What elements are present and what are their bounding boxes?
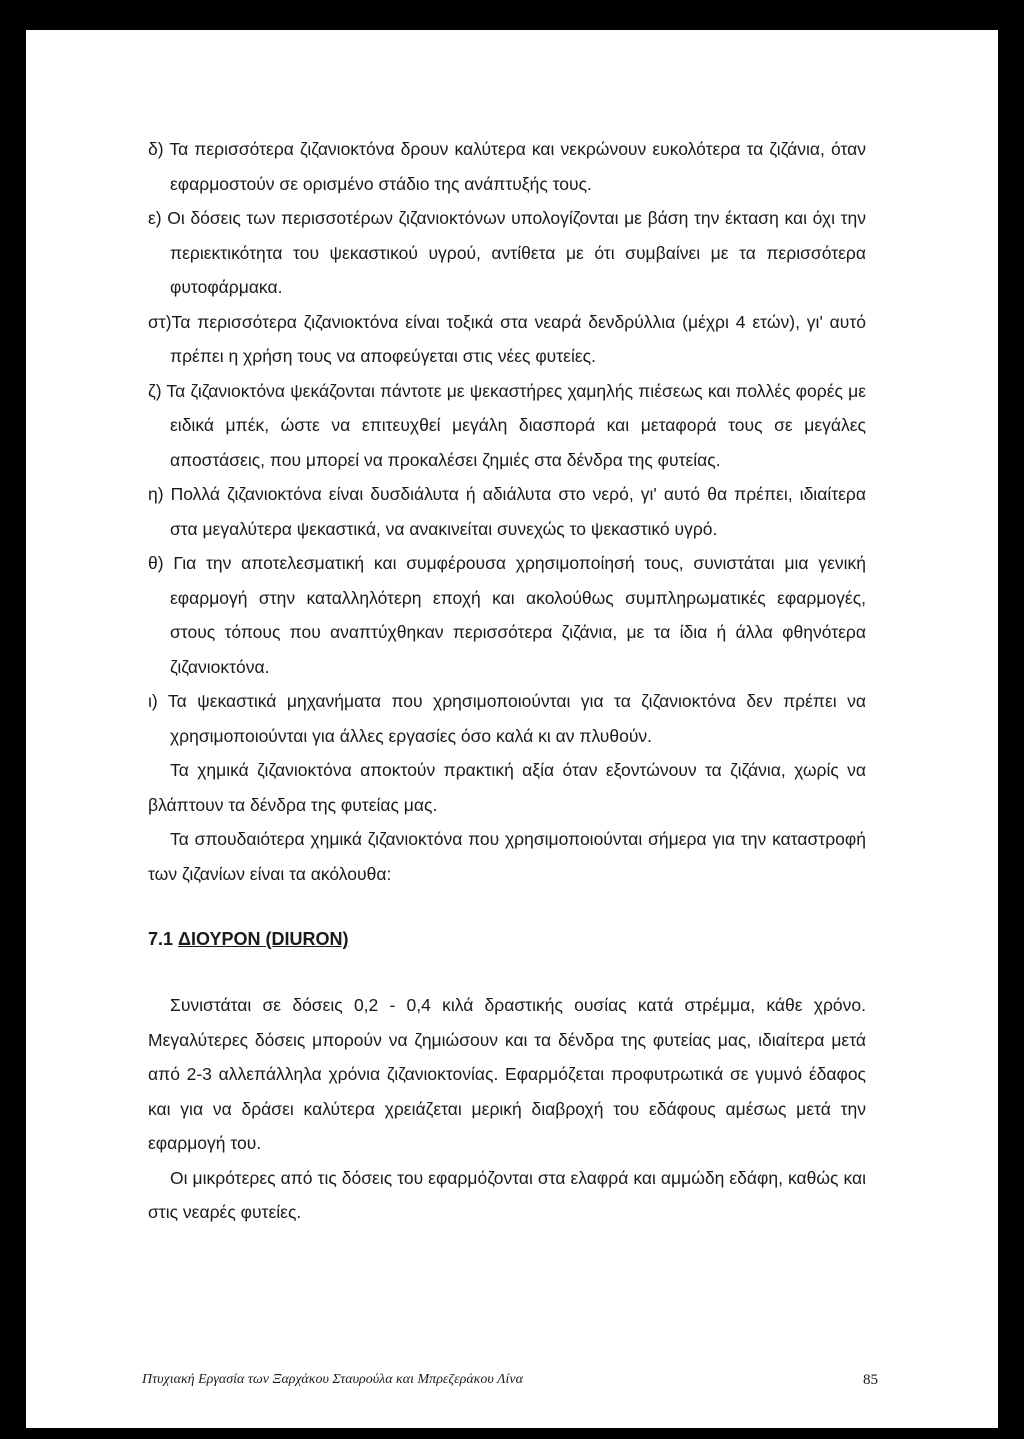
list-item-z: [148, 374, 866, 478]
section-heading: [148, 922, 866, 956]
list-marker: η): [148, 484, 164, 504]
list-item-iota: [148, 684, 866, 753]
page-content: [148, 132, 866, 1230]
page-footer: [142, 1372, 878, 1388]
list-item-text: Τα ψεκαστικά μηχανήματα που χρησιμοποιούνται για τα ζιζανιοκτόνα δεν πρέπει να χρησιμοποιούνται για άλλες εργασίες όσο καλά κι αν πλυθούν.: [167, 691, 867, 746]
list-item-d: [148, 132, 866, 201]
list-item-e: [148, 201, 866, 305]
list-marker: στ): [148, 311, 172, 332]
list-item-text: Τα περισσότερα ζιζανιοκτόνα δρουν καλύτερα και νεκρώνουν ευκολότερα τα ζιζάνια, όταν εφαρμοστούν σε ορισμένο στάδιο της ανάπτυξής τους.: [169, 139, 866, 194]
document-page: [26, 30, 998, 1428]
list-item-text: Τα ζιζανιοκτόνα ψεκάζονται πάντοτε με ψεκαστήρες χαμηλής πιέσεως και πολλές φορές με ειδικά μπέκ, ώστε να επιτευχθεί μεγάλη διασπορά και μεταφορά τους σε μεγάλες αποστάσεις, που μπορεί να προκαλέσει ζημιές στα δένδρα της φυτείας.: [166, 380, 867, 470]
list-item-text: Τα περισσότερα ζιζανιοκτόνα είναι τοξικά στα νεαρά δενδρύλλια (μέχρι 4 ετών), γι' αυτό πρέπει η χρήση τους να αποφεύγεται στις νέες φυτείες.: [170, 311, 866, 366]
list-marker: ι): [148, 691, 158, 711]
body-paragraph: Τα χημικά ζιζανιοκτόνα αποκτούν πρακτική αξία όταν εξοντώνουν τα ζιζάνια, χωρίς να βλάπτουν τα δένδρα της φυτείας μας.: [148, 760, 866, 815]
list-marker: θ): [148, 553, 164, 573]
list-item-st: [148, 305, 866, 374]
section-paragraph: Οι μικρότερες από τις δόσεις του εφαρμόζονται στα ελαφρά και αμμώδη εδάφη, καθώς και στις νεαρές φυτείες.: [148, 1167, 866, 1222]
section-number: 7.1: [148, 929, 174, 949]
list-item-i: [148, 477, 866, 546]
list-marker: δ): [148, 139, 164, 159]
section-paragraph: Συνιστάται σε δόσεις 0,2 - 0,4 κιλά δραστικής ουσίας κατά στρέμμα, κάθε χρόνο. Μεγαλύτερες δόσεις μπορούν να ζημιώσουν και τα δένδρα της φυτείας μας, ιδιαίτερα μετά από 2-3 αλλεπάλληλα χρόνια ζιζανιοκτονίας. Εφαρμόζεται προφυτρωτικά σε γυμνό έδαφος και για να δράσει καλύτερα χρειάζεται μερική διαβροχή του εδάφους αμέσως μετά την εφαρμογή του.: [148, 995, 866, 1153]
list-item-text: Για την αποτελεσματική και συμφέρουσα χρησιμοποίησή τους, συνιστάται μια γενική εφαρμογή στην καταλληλότερη εποχή και ακολούθως συμπληρωματικές εφαρμογές, στους τόπους που αναπτύχθηκαν περισσότερα ζιζάνια, με τα ίδια ή άλλα φθηνότερα ζιζανιοκτόνα.: [170, 553, 866, 677]
list-marker: ζ): [148, 380, 162, 401]
list-item-text: Πολλά ζιζανιοκτόνα είναι δυσδιάλυτα ή αδιάλυτα στο νερό, γι' αυτό θα πρέπει, ιδιαίτερα στα μεγαλύτερα ψεκαστικά, να ανακινείται συνεχώς το ψεκαστικό υγρό.: [170, 484, 866, 539]
footer-text: Πτυχιακή Εργασία των Ξαρχάκου Σταυρούλα και Μπρεζεράκου Λίνα: [142, 1372, 523, 1387]
list-item-th: [148, 546, 866, 684]
body-paragraph: Τα σπουδαιότερα χημικά ζιζανιοκτόνα που χρησιμοποιούνται σήμερα για την καταστροφή των ζιζανίων είναι τα ακόλουθα:: [148, 829, 866, 884]
page-number: 85: [863, 1372, 878, 1388]
list-item-text: Οι δόσεις των περισσοτέρων ζιζανιοκτόνων υπολογίζονται με βάση την έκταση και όχι την περιεκτικότητα του ψεκαστικού υγρού, αντίθετα με ότι συμβαίνει με τα περισσότερα φυτοφάρμακα.: [167, 208, 866, 297]
section-title: ΔΙΟΥΡΟΝ (DIURON): [178, 929, 349, 949]
list-marker: ε): [148, 208, 162, 228]
